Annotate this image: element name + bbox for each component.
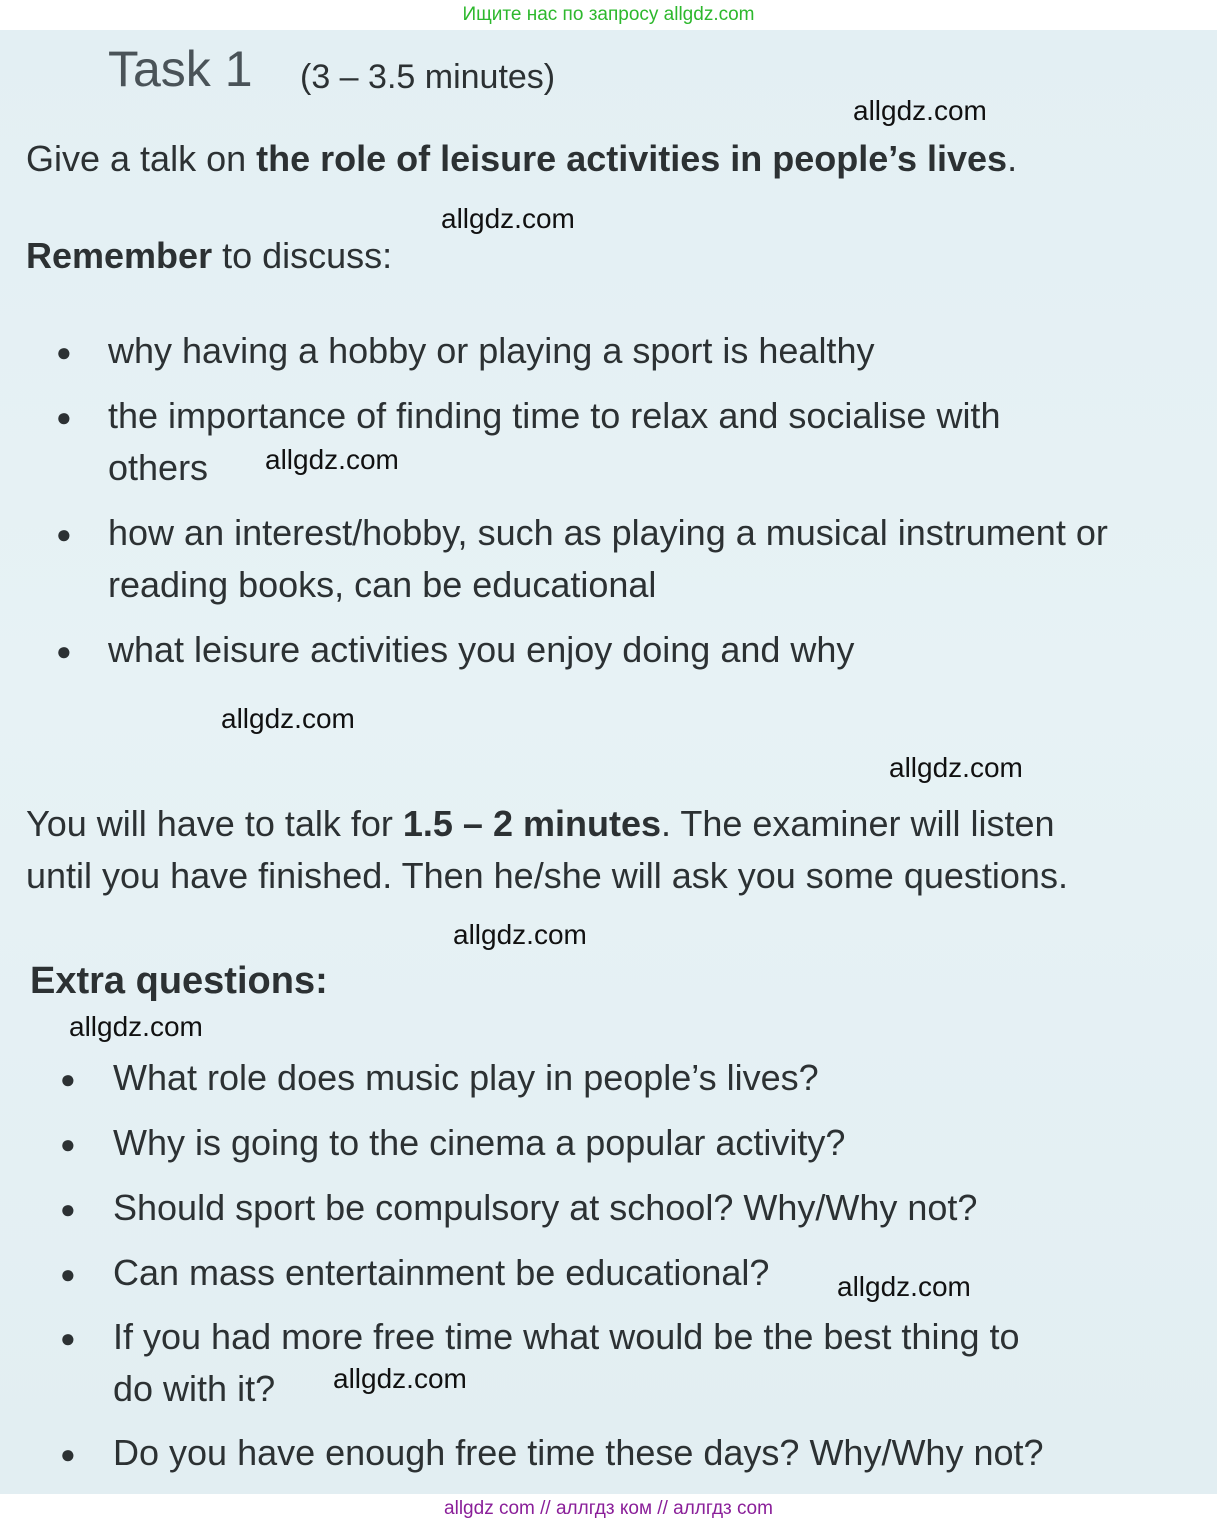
instructions-line2: until you have finished. Then he/she will ask you some questions. [26,855,1068,896]
intro-topic: the role of leisure activities in people’s lives [256,138,1008,179]
question-text: Why is going to the cinema a popular activity? [113,1122,846,1163]
point-text: the importance of finding time to relax and socialise with others [108,395,1001,488]
bullet-icon: ● [56,337,72,367]
bullet-icon: ● [60,1129,76,1159]
bullet-icon: ● [56,636,72,666]
point-text: what leisure activities you enjoy doing and why [108,629,855,670]
instructions-duration: 1.5 – 2 minutes [402,803,661,844]
bullet-icon: ● [56,402,72,432]
bottom-banner[interactable]: allgdz com // аллгдз ком // аллгдз com [0,1494,1217,1526]
watermark: allgdz.com [453,919,587,950]
question-text: If you had more free time what would be the best thing to do with it? [113,1316,1020,1409]
watermark: allgdz.com [265,444,399,475]
remember-rest: to discuss: [212,235,393,276]
instructions-line1-rest: . The examiner will listen [661,803,1055,844]
watermark: allgdz.com [221,703,355,734]
task-title: Task 1 [108,41,253,97]
bullet-icon: ● [60,1439,76,1469]
point-text: why having a hobby or playing a sport is healthy [108,330,875,371]
question-text: Can mass entertainment be educational? [113,1252,770,1293]
bullet-icon: ● [60,1194,76,1224]
intro-suffix: . [1007,138,1018,179]
instructions-paragraph [26,798,1206,902]
watermark: allgdz.com [889,752,1023,783]
watermark: allgdz.com [333,1363,467,1394]
watermark: allgdz.com [853,95,987,126]
bullet-icon: ● [60,1323,76,1353]
intro-prefix: Give a talk on [26,138,257,179]
question-text: What role does music play in people’s lives? [113,1057,819,1098]
watermark: allgdz.com [837,1271,971,1302]
question-text: Should sport be compulsory at school? Why/Why not? [113,1187,978,1228]
extra-questions-heading: Extra questions: [30,960,328,1002]
bullet-icon: ● [56,519,72,549]
point-text: how an interest/hobby, such as playing a musical instrument or reading books, can be educational [108,512,1108,605]
task-intro [26,138,1017,180]
task-time: (3 – 3.5 minutes) [300,58,556,96]
remember-heading [26,235,392,277]
question-text: Do you have enough free time these days? Why/Why not? [113,1432,1044,1473]
bullet-icon: ● [60,1064,76,1094]
textbook-page [0,30,1217,1494]
bullet-icon: ● [60,1259,76,1289]
top-banner[interactable]: Ищите нас по запросу allgdz.com [0,0,1217,30]
watermark: allgdz.com [69,1011,203,1042]
remember-bold: Remember [26,235,213,276]
instructions-prefix: You will have to talk for [26,803,403,844]
watermark: allgdz.com [441,203,575,234]
